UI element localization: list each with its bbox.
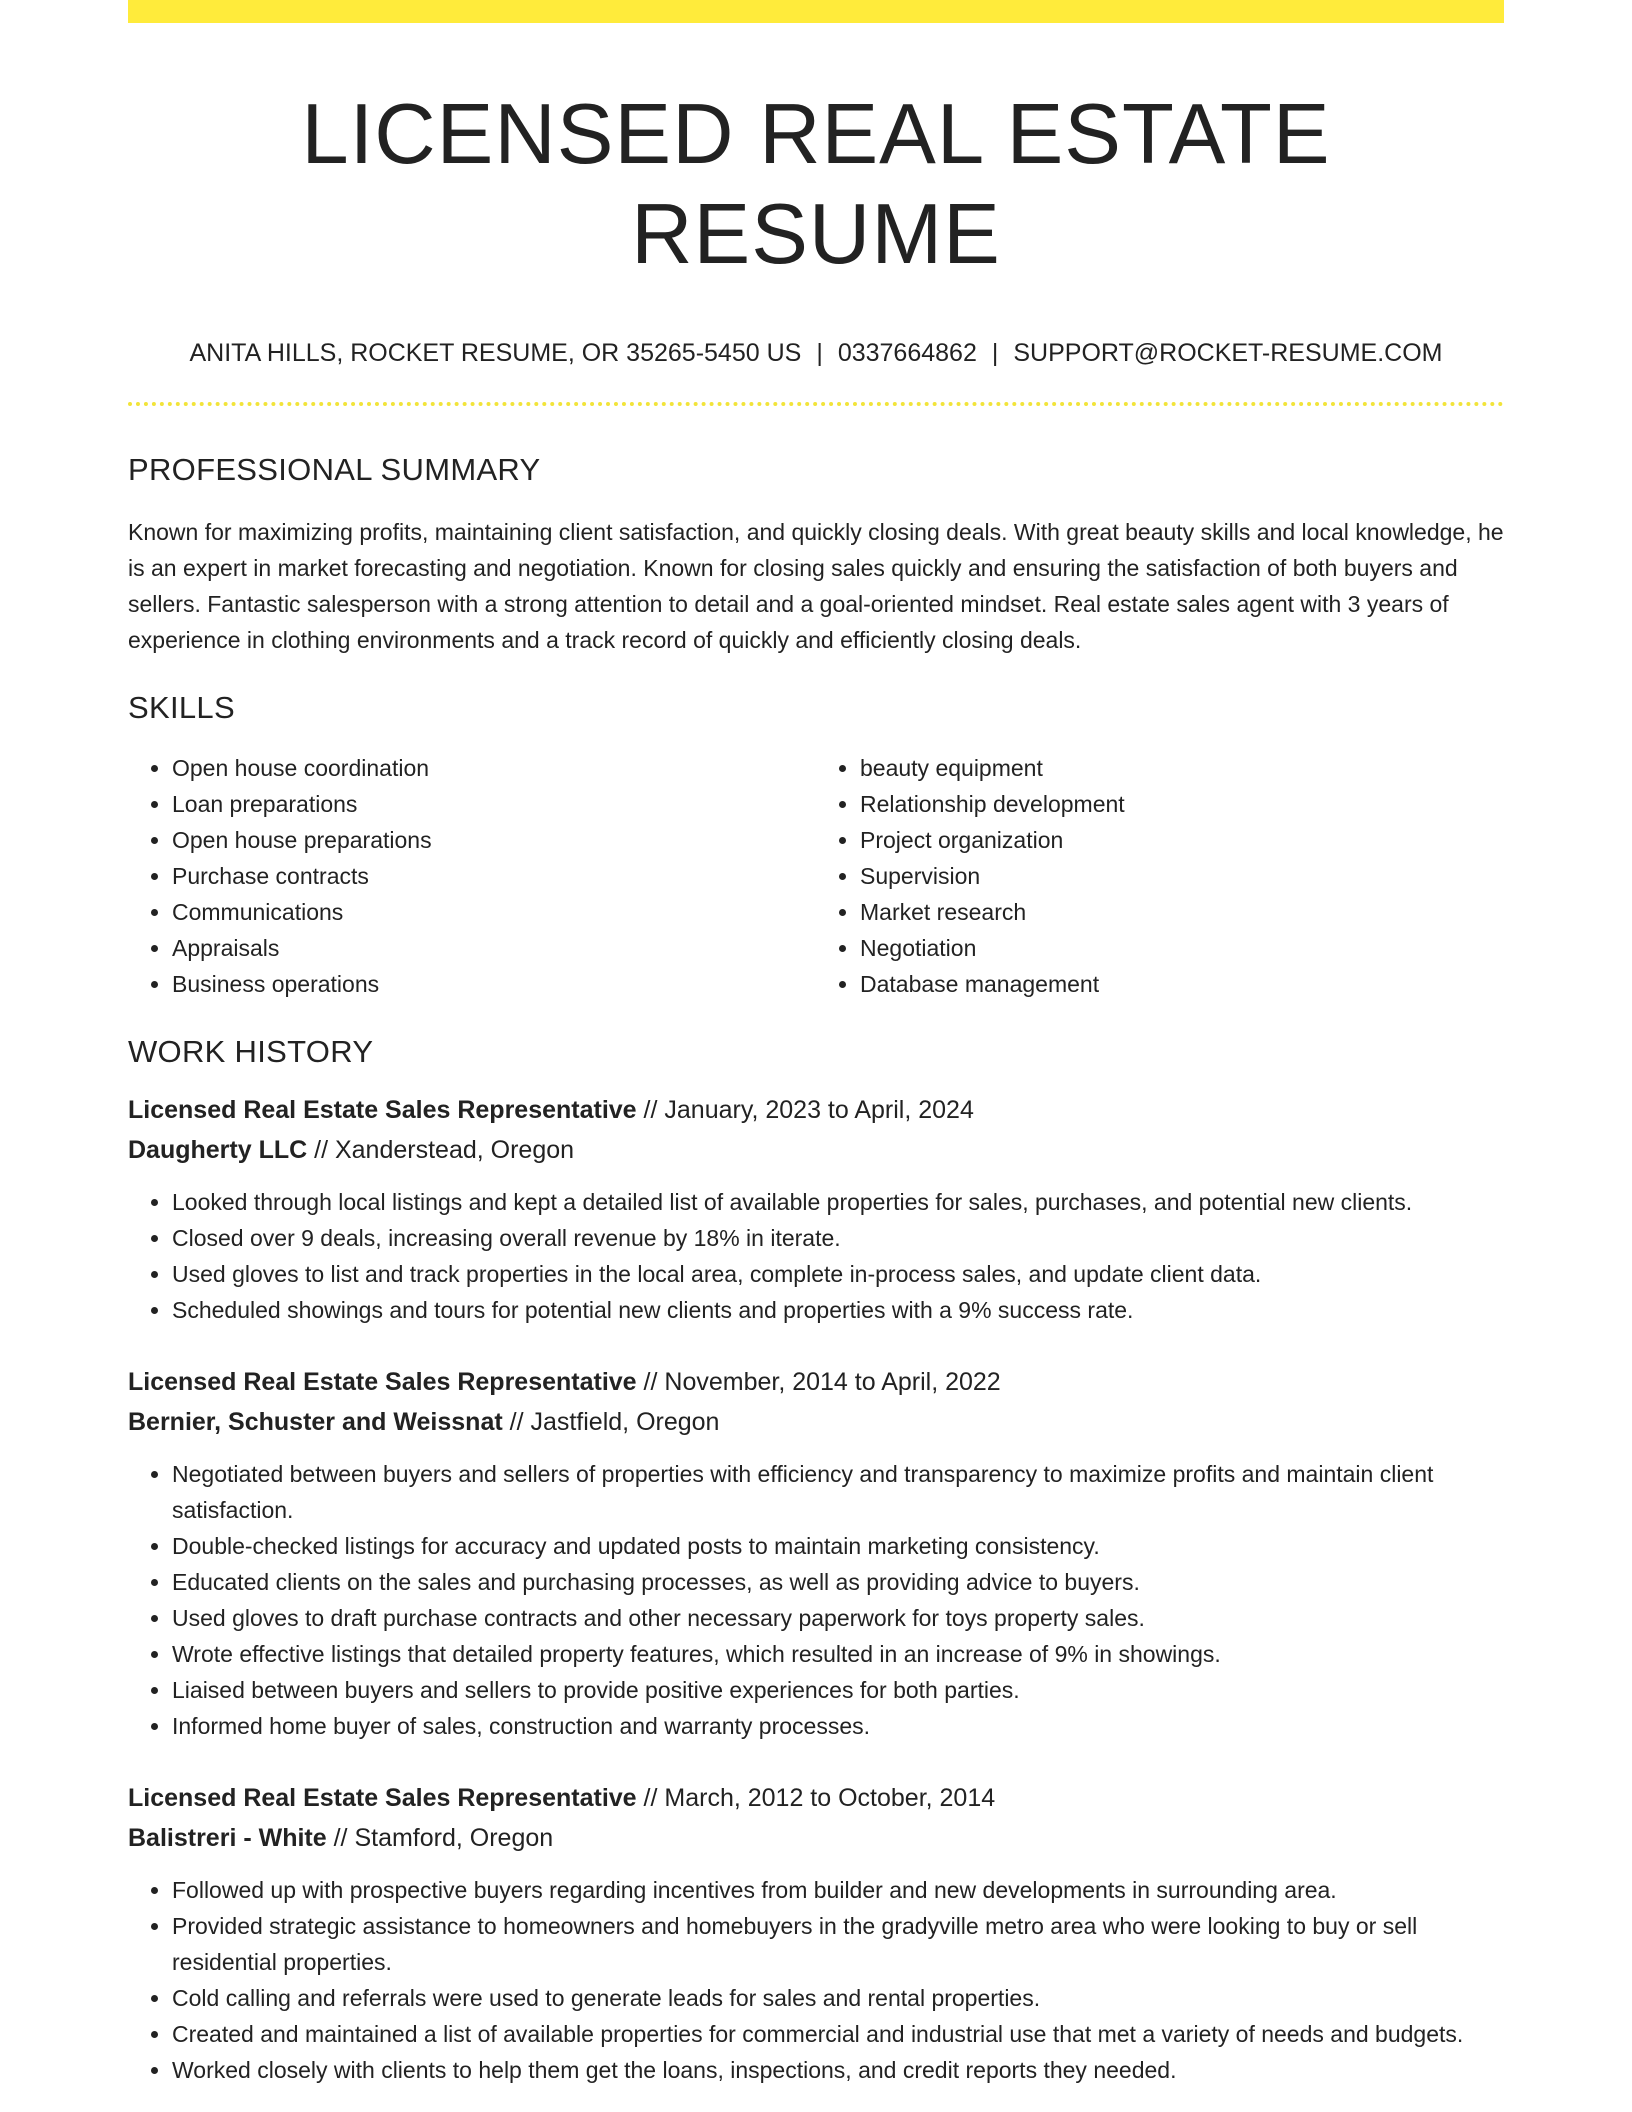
job-duty: • Created and maintained a list of available properties for commercial and industrial use that met a variety of needs and budgets. bbox=[172, 2016, 1504, 2052]
job-duty: • Used gloves to list and track properties in the local area, complete in-process sales, and update client data. bbox=[172, 1256, 1504, 1292]
job-duty: • Used gloves to draft purchase contracts and other necessary paperwork for toys property sales. bbox=[172, 1600, 1504, 1636]
skill-item: • Business operations bbox=[172, 966, 816, 1002]
skill-item: • Project organization bbox=[860, 822, 1504, 858]
contact-line bbox=[128, 337, 1504, 369]
skill-item: • Open house preparations bbox=[172, 822, 816, 858]
job-company: Daugherty LLC bbox=[128, 1136, 308, 1164]
resume-page bbox=[128, 0, 1504, 2088]
skill-item: • Supervision bbox=[860, 858, 1504, 894]
job-company-line bbox=[128, 1402, 1504, 1442]
job-duty: • Liaised between buyers and sellers to provide positive experiences for both parties. bbox=[172, 1672, 1504, 1708]
skills-heading: SKILLS bbox=[128, 690, 235, 725]
job-title: Licensed Real Estate Sales Representative bbox=[128, 1368, 637, 1396]
job-dates: // November, 2014 to April, 2022 bbox=[643, 1368, 1001, 1396]
skill-item: • Purchase contracts bbox=[172, 858, 816, 894]
job-title: Licensed Real Estate Sales Representative bbox=[128, 1096, 637, 1124]
skill-item: • beauty equipment bbox=[860, 750, 1504, 786]
job-location: // Xanderstead, Oregon bbox=[314, 1136, 575, 1164]
skill-item: • Market research bbox=[860, 894, 1504, 930]
job-location: // Jastfield, Oregon bbox=[509, 1408, 720, 1436]
job-duties bbox=[128, 1872, 1504, 2088]
top-accent-bar bbox=[128, 0, 1504, 23]
job-dates: // January, 2023 to April, 2024 bbox=[643, 1096, 974, 1124]
job-duty: • Wrote effective listings that detailed property features, which resulted in an increase of 9% in showings. bbox=[172, 1636, 1504, 1672]
job-duty: • Looked through local listings and kept a detailed list of available properties for sales, purchases, and potential new clients. bbox=[172, 1184, 1504, 1220]
job-duty: • Worked closely with clients to help them get the loans, inspections, and credit reports they needed. bbox=[172, 2052, 1504, 2088]
job-title-line bbox=[128, 1778, 1504, 1818]
job-duties bbox=[128, 1184, 1504, 1328]
job-duty: • Followed up with prospective buyers regarding incentives from builder and new developments in surrounding area. bbox=[172, 1872, 1504, 1908]
job-duty: • Educated clients on the sales and purchasing processes, as well as providing advice to buyers. bbox=[172, 1564, 1504, 1600]
work-history-heading: WORK HISTORY bbox=[128, 1034, 374, 1069]
job-title-line bbox=[128, 1362, 1504, 1402]
contact-separator: | bbox=[816, 339, 823, 367]
job-entry bbox=[128, 1778, 1504, 2088]
job-title: Licensed Real Estate Sales Representative bbox=[128, 1784, 637, 1812]
job-duty: • Closed over 9 deals, increasing overall revenue by 18% in iterate. bbox=[172, 1220, 1504, 1256]
contact-phone: 0337664862 bbox=[837, 339, 977, 367]
job-title-line bbox=[128, 1090, 1504, 1130]
skill-item: • Relationship development bbox=[860, 786, 1504, 822]
job-duty: • Double-checked listings for accuracy and updated posts to maintain marketing consistency. bbox=[172, 1528, 1504, 1564]
resume-title: LICENSED REAL ESTATE RESUME bbox=[301, 87, 1331, 282]
job-duty: • Negotiated between buyers and sellers of properties with efficiency and transparency to maximize profits and maintain client satisfaction. bbox=[172, 1456, 1504, 1528]
skill-item: • Communications bbox=[172, 894, 816, 930]
skill-item: • Appraisals bbox=[172, 930, 816, 966]
summary-text: Known for maximizing profits, maintaining client satisfaction, and quickly closing deals. With great beauty skills and local knowledge, he is an expert in market forecasting and negotiation. Known for closing sales quickly and ensuring the satisfaction of both buyers and sellers. Fantastic salesperson with a strong attention to detail and a goal-oriented mindset. Real estate sales agent with 3 years of experience in clothing environments and a track record of quickly and efficiently closing deals. bbox=[128, 519, 1504, 653]
job-entry bbox=[128, 1090, 1504, 1328]
skill-item: • Open house coordination bbox=[172, 750, 816, 786]
dotted-divider bbox=[128, 402, 1504, 406]
skills-column-left bbox=[128, 750, 816, 1002]
skills-list bbox=[128, 750, 1504, 1002]
job-location: // Stamford, Oregon bbox=[333, 1824, 554, 1852]
job-company: Balistreri - White bbox=[128, 1824, 327, 1852]
job-duty: • Cold calling and referrals were used to generate leads for sales and rental properties. bbox=[172, 1980, 1504, 2016]
job-duty: • Informed home buyer of sales, construction and warranty processes. bbox=[172, 1708, 1504, 1744]
skills-column-right bbox=[816, 750, 1504, 1002]
skill-item: • Loan preparations bbox=[172, 786, 816, 822]
skill-item: • Negotiation bbox=[860, 930, 1504, 966]
contact-separator: | bbox=[991, 339, 999, 367]
job-company: Bernier, Schuster and Weissnat bbox=[128, 1408, 503, 1436]
skill-item: • Database management bbox=[860, 966, 1504, 1002]
contact-address: ANITA HILLS, ROCKET RESUME, OR 35265-5450 US bbox=[189, 339, 802, 367]
job-company-line bbox=[128, 1818, 1504, 1858]
job-duty: • Scheduled showings and tours for potential new clients and properties with a 9% success rate. bbox=[172, 1292, 1504, 1328]
job-company-line bbox=[128, 1130, 1504, 1170]
job-entry bbox=[128, 1362, 1504, 1744]
job-duty: • Provided strategic assistance to homeowners and homebuyers in the gradyville metro area who were looking to buy or sell residential properties. bbox=[172, 1908, 1504, 1980]
contact-email: SUPPORT@ROCKET-RESUME.COM bbox=[1013, 339, 1443, 367]
job-dates: // March, 2012 to October, 2014 bbox=[643, 1784, 996, 1812]
job-duties bbox=[128, 1456, 1504, 1744]
summary-heading: PROFESSIONAL SUMMARY bbox=[128, 452, 541, 487]
